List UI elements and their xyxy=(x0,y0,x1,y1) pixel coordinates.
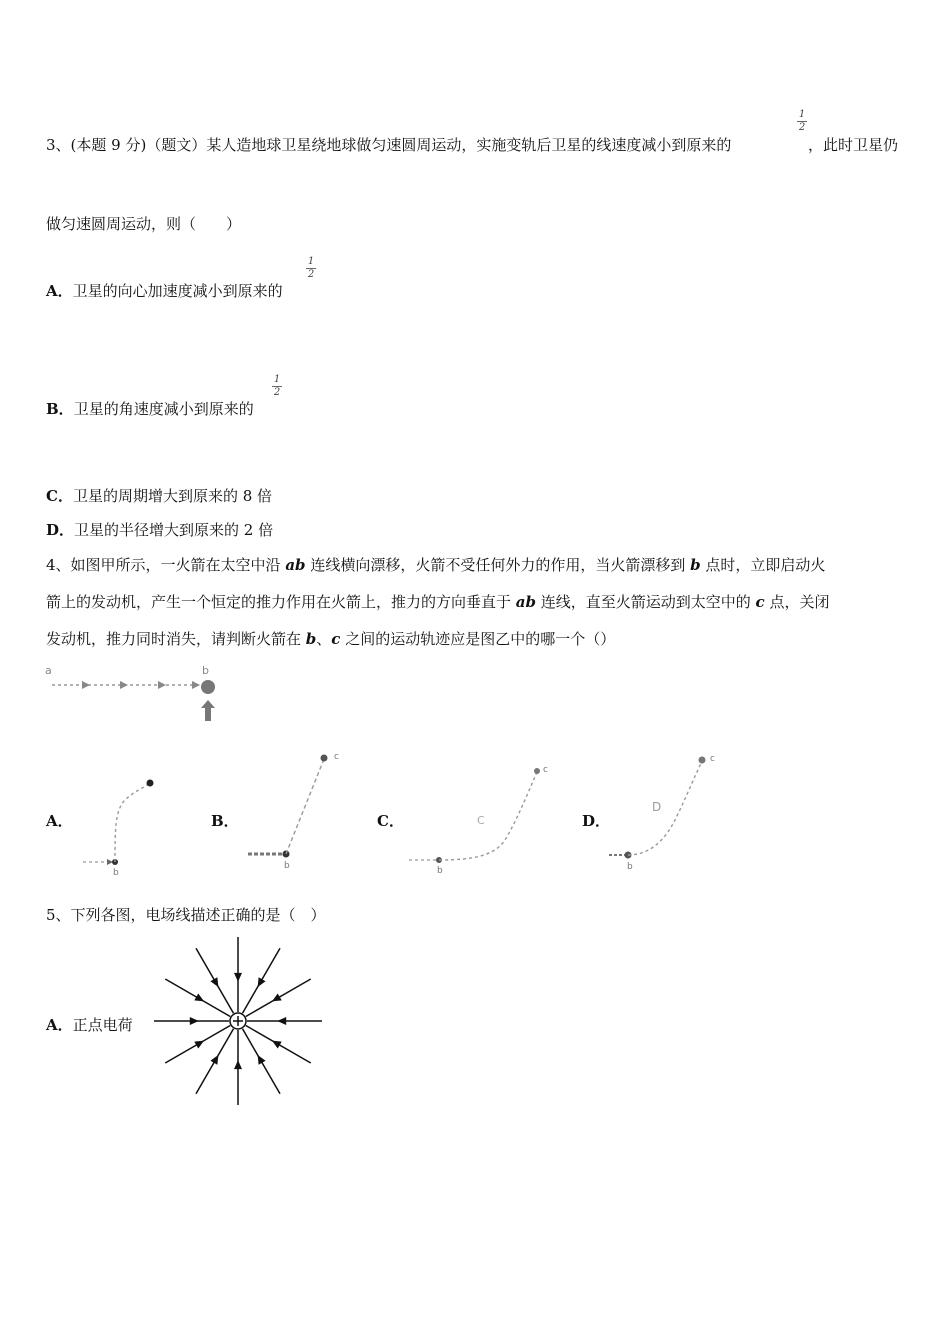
svg-text:b: b xyxy=(627,862,633,872)
q5-option-a: A．正点电荷 xyxy=(46,1016,133,1034)
q4-stem-line1: 4、如图甲所示，一火箭在太空中沿 ab 连线横向漂移，火箭不受任何外力的作用，当火箭漂移到 b 点时，立即启动火 xyxy=(46,556,826,574)
q3-fraction-half: 1 2 xyxy=(798,109,806,133)
q4-figure-jia xyxy=(40,660,230,725)
field-arrow-icon xyxy=(277,1017,286,1025)
field-arrow-icon xyxy=(234,1060,242,1069)
q4-option-b-label: B． xyxy=(211,812,239,830)
svg-text:c: c xyxy=(710,754,715,764)
q4-option-c-label: C． xyxy=(377,812,404,830)
q4-option-d-label: D． xyxy=(582,812,611,830)
svg-text:b: b xyxy=(284,861,290,871)
q3-stem-line2: 做匀速圆周运动，则（ ） xyxy=(46,215,242,233)
q3-stem-line1-tail: ，此时卫星仍 xyxy=(808,136,899,154)
field-arrow-icon xyxy=(234,973,242,982)
q4-stem-line3: 发动机，推力同时消失，请判断火箭在 b、c 之间的运动轨迹应是图乙中的哪一个（） xyxy=(46,630,616,648)
svg-text:D: D xyxy=(652,800,662,814)
field-arrow-icon xyxy=(190,1017,199,1025)
q4-figure-option-d xyxy=(605,750,725,875)
q3-option-c: C．卫星的周期增大到原来的 8 倍 xyxy=(46,487,273,505)
q3-option-a: A．卫星的向心加速度减小到原来的 xyxy=(46,282,283,300)
q4-stem-line2: 箭上的发动机，产生一个恒定的推力作用在火箭上，推力的方向垂直于 ab 连线，直至火箭运动到太空中的 c 点，关闭 xyxy=(46,593,830,611)
svg-text:C: C xyxy=(477,814,485,827)
q4-figure-option-c xyxy=(405,760,555,875)
svg-text:c: c xyxy=(334,752,339,762)
q4-figure-option-a xyxy=(75,770,170,880)
q3-stem-line1: 3、(本题 9 分)（题文）某人造地球卫星绕地球做匀速圆周运动，实施变轨后卫星的线速度减小到原来的 xyxy=(46,136,732,154)
q3-option-a-fraction: 1 2 xyxy=(307,256,315,280)
q4-figure-option-b xyxy=(240,745,350,875)
q3-option-b-fraction: 1 2 xyxy=(273,374,281,398)
q5-positive-charge-field-figure xyxy=(150,935,330,1107)
rocket-icon xyxy=(201,680,215,694)
q4-fig-label-a: a xyxy=(45,664,52,677)
q3-option-d: D．卫星的半径增大到原来的 2 倍 xyxy=(46,521,274,539)
q5-stem: 5、下列各图，电场线描述正确的是（ ） xyxy=(46,906,326,924)
svg-text:b: b xyxy=(437,866,443,875)
svg-text:b: b xyxy=(113,868,119,878)
q3-option-b: B．卫星的角速度减小到原来的 xyxy=(46,400,254,418)
svg-text:c: c xyxy=(543,765,548,775)
q4-option-a-label: A． xyxy=(46,812,73,830)
q4-fig-label-b: b xyxy=(202,664,209,677)
